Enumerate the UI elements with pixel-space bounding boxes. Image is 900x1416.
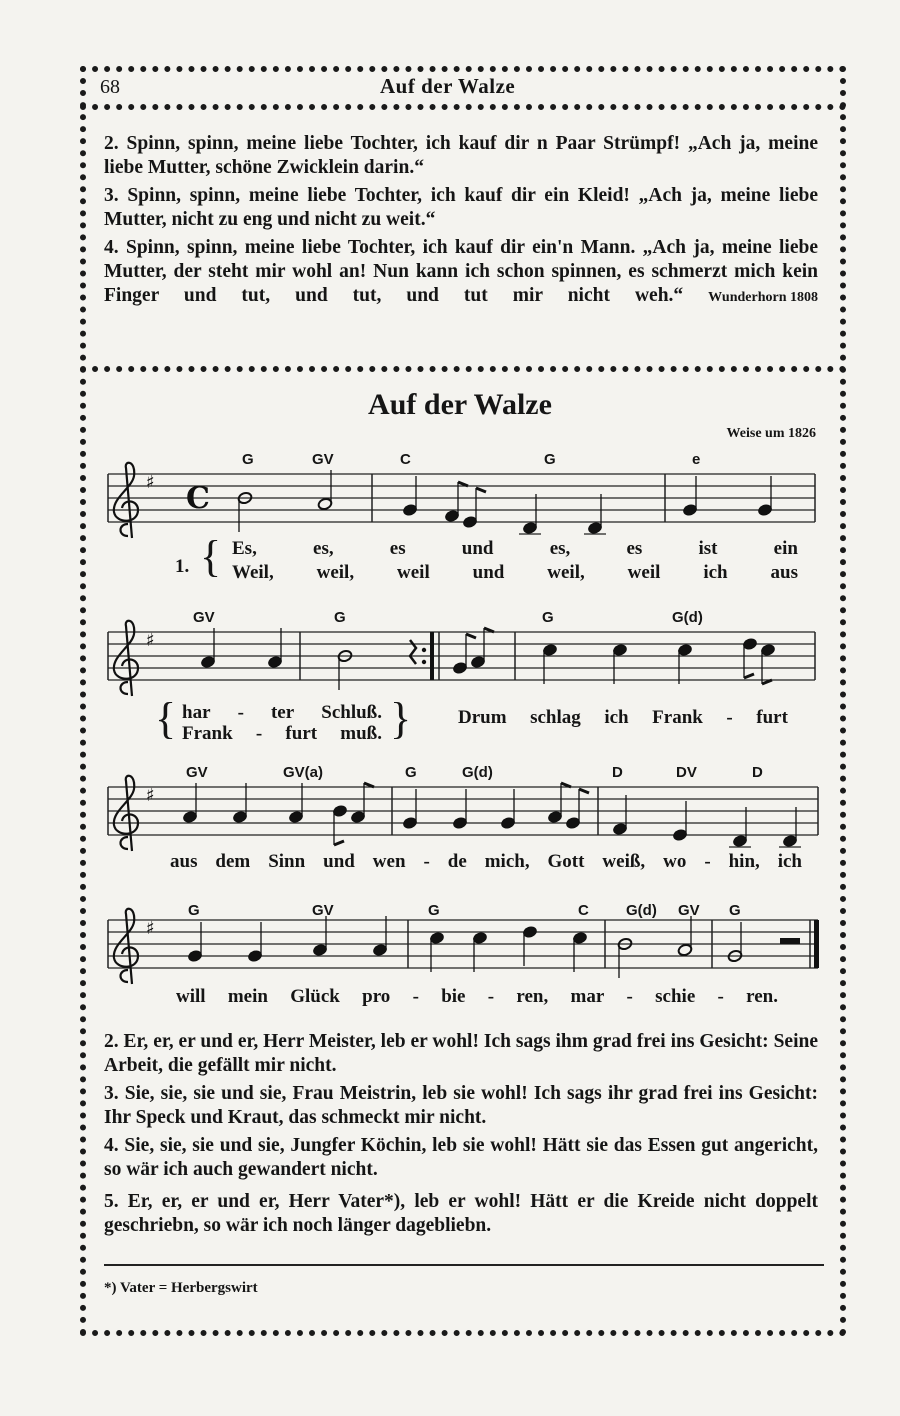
syllable: Glück — [290, 986, 340, 1007]
verse-2: 2. Er, er, er und er, Herr Meister, leb er wohl! Ich sags ihm grad frei ins Gesicht: Seine Arbeit, die gefällt mir nicht. — [104, 1031, 818, 1076]
syllable: ren, — [516, 986, 549, 1007]
note-beam — [744, 674, 754, 678]
final-barline — [814, 920, 819, 968]
syllable: - — [237, 702, 244, 723]
verse-3: 3. Sie, sie, sie und sie, Frau Meistrin, leb sie wohl! Ich sags ihr grad frei ins Gesicht: Ihr Speck und Kraut, das schmeckt mir nicht. — [104, 1083, 818, 1128]
syllable: furt — [756, 707, 788, 728]
syllable: es — [389, 538, 406, 559]
syllable: schlag — [530, 707, 581, 728]
syllable: - — [487, 986, 495, 1007]
syllable: ich — [703, 562, 728, 583]
time-signature: C — [186, 481, 210, 516]
repeat-dot — [422, 648, 426, 652]
syllable: aus — [170, 851, 198, 872]
syllable: weil, — [316, 562, 355, 583]
previous-verse-4: 4. Spinn, spinn, meine liebe Tochter, ich kauf dir ein'n Mann. „Ach ja, meine liebe Mutter, der steht mir wohl an! Nun kann ich schon spinnen, es schmerzt mich kein Finger und tut, und tut, und tut mir nicht weh.“ — [104, 237, 818, 306]
repeat-barline — [430, 632, 434, 680]
chord: GV — [312, 902, 334, 919]
chord: D — [752, 764, 763, 781]
syllable: Gott — [547, 851, 585, 872]
previous-source: Wunderhorn 1808 — [708, 290, 818, 305]
syllable: und — [461, 538, 494, 559]
brace: } — [390, 694, 412, 743]
page-number: 68 — [100, 76, 120, 98]
syllable: - — [726, 707, 733, 728]
syllable: furt — [285, 723, 318, 744]
syllable: wo — [663, 851, 687, 872]
more-verses — [104, 1030, 818, 1242]
chord: GV(a) — [283, 764, 324, 781]
syllable: Es, — [232, 538, 257, 559]
syllable: und — [472, 562, 505, 583]
syllable: weiß, — [602, 851, 646, 872]
syllable: pro — [362, 986, 391, 1007]
note-beam — [334, 841, 344, 845]
syllable: bie — [441, 986, 466, 1007]
syllable: Weil, — [232, 562, 274, 583]
chord: DV — [676, 764, 697, 781]
lyrics-line-2 — [182, 723, 382, 745]
chord: GV — [312, 451, 334, 468]
chord: GV — [186, 764, 208, 781]
syllable: ich — [604, 707, 629, 728]
melody-source: Weise um 1826 — [726, 426, 816, 441]
chord: G(d) — [672, 609, 703, 626]
syllable: mar — [570, 986, 605, 1007]
whole-rest-icon — [780, 938, 800, 944]
syllable: ein — [773, 538, 798, 559]
syllable: - — [255, 723, 263, 744]
syllable: hin, — [728, 851, 760, 872]
verse-5: 5. Er, er, er und er, Herr Vater*), leb er wohl! Hätt er die Kreide nicht doppelt geschriebn, so wär ich noch länger dagebliebn. — [104, 1191, 818, 1236]
syllable: weil — [397, 562, 430, 583]
song-title: Auf der Walze — [368, 388, 552, 421]
syllable: schie — [655, 986, 696, 1007]
syllable: ren. — [746, 986, 778, 1007]
syllable: - — [412, 986, 419, 1007]
syllable: - — [626, 986, 633, 1007]
chord: GV — [193, 609, 215, 626]
chord: D — [612, 764, 623, 781]
chord: C — [400, 451, 411, 468]
syllable: ich — [777, 851, 802, 872]
chord: C — [578, 902, 589, 919]
syllable: wen — [372, 851, 406, 872]
syllable: Sinn — [268, 851, 306, 872]
repeat-dot — [422, 660, 426, 664]
chord: G — [544, 451, 556, 468]
chord: G — [405, 764, 417, 781]
chord: G(d) — [462, 764, 493, 781]
brace: { — [200, 532, 222, 581]
syllable: - — [423, 851, 430, 872]
syllable: de — [447, 851, 467, 872]
key-signature-sharp-icon: ♯ — [146, 785, 155, 806]
key-signature-sharp-icon: ♯ — [146, 918, 155, 939]
running-title: Auf der Walze — [380, 74, 516, 98]
syllable: will — [176, 986, 206, 1007]
footnote-rule — [104, 1264, 824, 1266]
syllable: es — [626, 538, 643, 559]
footnote: *) Vater = Herbergswirt — [104, 1280, 258, 1296]
chord: e — [692, 451, 701, 468]
note-beam — [476, 488, 486, 492]
syllable: ist — [698, 538, 718, 559]
chord: G — [729, 902, 741, 919]
chord: G(d) — [626, 902, 657, 919]
syllable: es, — [549, 538, 571, 559]
chord: G — [334, 609, 346, 626]
syllable: Frank — [182, 723, 233, 744]
note-beam — [466, 634, 476, 638]
syllable: weil — [627, 562, 661, 583]
lyrics-line-1 — [182, 702, 382, 724]
syllable: weil, — [547, 562, 585, 583]
syllable: ter — [270, 702, 295, 723]
syllable: dem — [215, 851, 251, 872]
chord: G — [188, 902, 200, 919]
syllable: har — [182, 702, 211, 723]
lyrics-line-2 — [232, 562, 798, 584]
brace: { — [155, 694, 177, 743]
chord: GV — [678, 902, 700, 919]
syllable: Frank — [652, 707, 703, 728]
lyrics-line — [176, 986, 778, 1008]
syllable: mich, — [484, 851, 530, 872]
verse-4: 4. Sie, sie, sie und sie, Jungfer Köchin, leb sie wohl! Hätt sie das Essen gut angericht, so wär ich auch gewandert nicht. — [104, 1135, 818, 1180]
chord: G — [428, 902, 440, 919]
lyrics-line — [170, 851, 802, 873]
previous-verse-3: 3. Spinn, spinn, meine liebe Tochter, ich kauf dir ein Kleid! „Ach ja, meine liebe Mutter, nicht zu eng und nicht zu weit.“ — [104, 185, 818, 230]
syllable: - — [704, 851, 711, 872]
syllable: Schluß. — [321, 702, 382, 723]
verse-number: 1. — [175, 556, 190, 577]
lyrics-line-refrain — [458, 707, 788, 729]
syllable: mein — [227, 986, 268, 1007]
chord: G — [542, 609, 554, 626]
chord: G — [242, 451, 254, 468]
syllable: es, — [313, 538, 334, 559]
syllable: Drum — [458, 707, 507, 728]
note-beam — [579, 789, 589, 793]
syllable: muß. — [340, 723, 382, 744]
key-signature-sharp-icon: ♯ — [146, 630, 155, 651]
syllable: und — [323, 851, 355, 872]
lyrics-line-1 — [232, 538, 798, 560]
syllable: aus — [770, 562, 798, 583]
previous-verse-2: 2. Spinn, spinn, meine liebe Tochter, ich kauf dir n Paar Strümpf! „Ach ja, meine liebe Mutter, schöne Zwicklein darin.“ — [104, 133, 818, 178]
syllable: - — [717, 986, 724, 1007]
key-signature-sharp-icon: ♯ — [146, 472, 155, 493]
